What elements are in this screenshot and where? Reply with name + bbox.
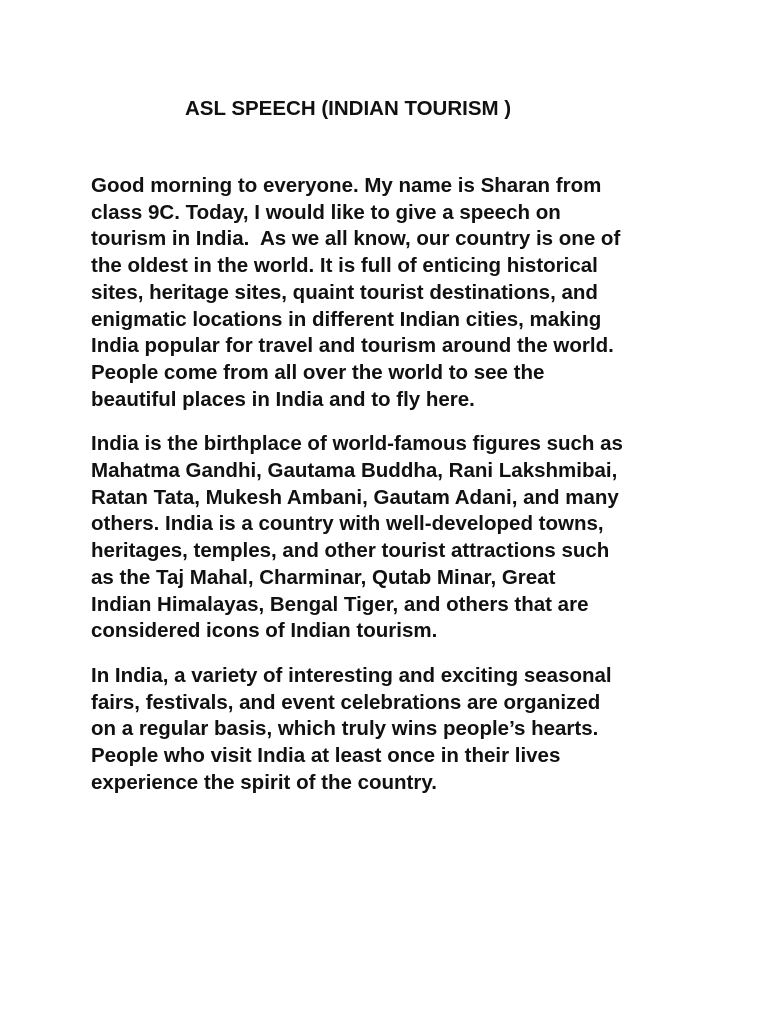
paragraph-figures [91,431,691,645]
text-line: enigmatic locations in different Indian cities, making [91,307,602,331]
text-line: Ratan Tata, Mukesh Ambani, Gautam Adani, and many [91,485,619,509]
text-line: sites, heritage sites, quaint tourist destinations, and [91,280,598,304]
text-line: tourism in India. As we all know, our country is one of [91,227,621,251]
paragraph-intro [91,173,691,413]
text-line: on a regular basis, which truly wins people’s hearts. [91,717,599,741]
text-line: People who visit India at least once in their lives [91,744,561,768]
text-line: India popular for travel and tourism around the world. [91,334,614,358]
text-line: heritages, temples, and other tourist attractions such [91,539,610,563]
paragraph-festivals [91,663,691,797]
text-line: People come from all over the world to see the [91,360,545,384]
text-line: experience the spirit of the country. [91,770,437,794]
text-line: India is the birthplace of world-famous figures such as [91,432,623,456]
text-line: the oldest in the world. It is full of enticing historical [91,254,598,278]
text-line: Indian Himalayas, Bengal Tiger, and others that are [91,592,589,616]
text-line: considered icons of Indian tourism. [91,619,438,643]
text-line: Good morning to everyone. My name is Sharan from [91,174,602,197]
document-body [91,173,691,814]
text-line: Mahatma Gandhi, Gautama Buddha, Rani Lakshmibai, [91,459,618,483]
document-title: ASL SPEECH (INDIAN TOURISM ) [185,97,512,120]
text-line: fairs, festivals, and event celebrations are organized [91,690,601,714]
text-line: others. India is a country with well-developed towns, [91,512,604,536]
text-line: as the Taj Mahal, Charminar, Qutab Minar, Great [91,565,556,589]
text-line: In India, a variety of interesting and exciting seasonal [91,663,612,687]
text-line: beautiful places in India and to fly here. [91,387,475,411]
text-line: class 9C. Today, I would like to give a speech on [91,200,561,224]
